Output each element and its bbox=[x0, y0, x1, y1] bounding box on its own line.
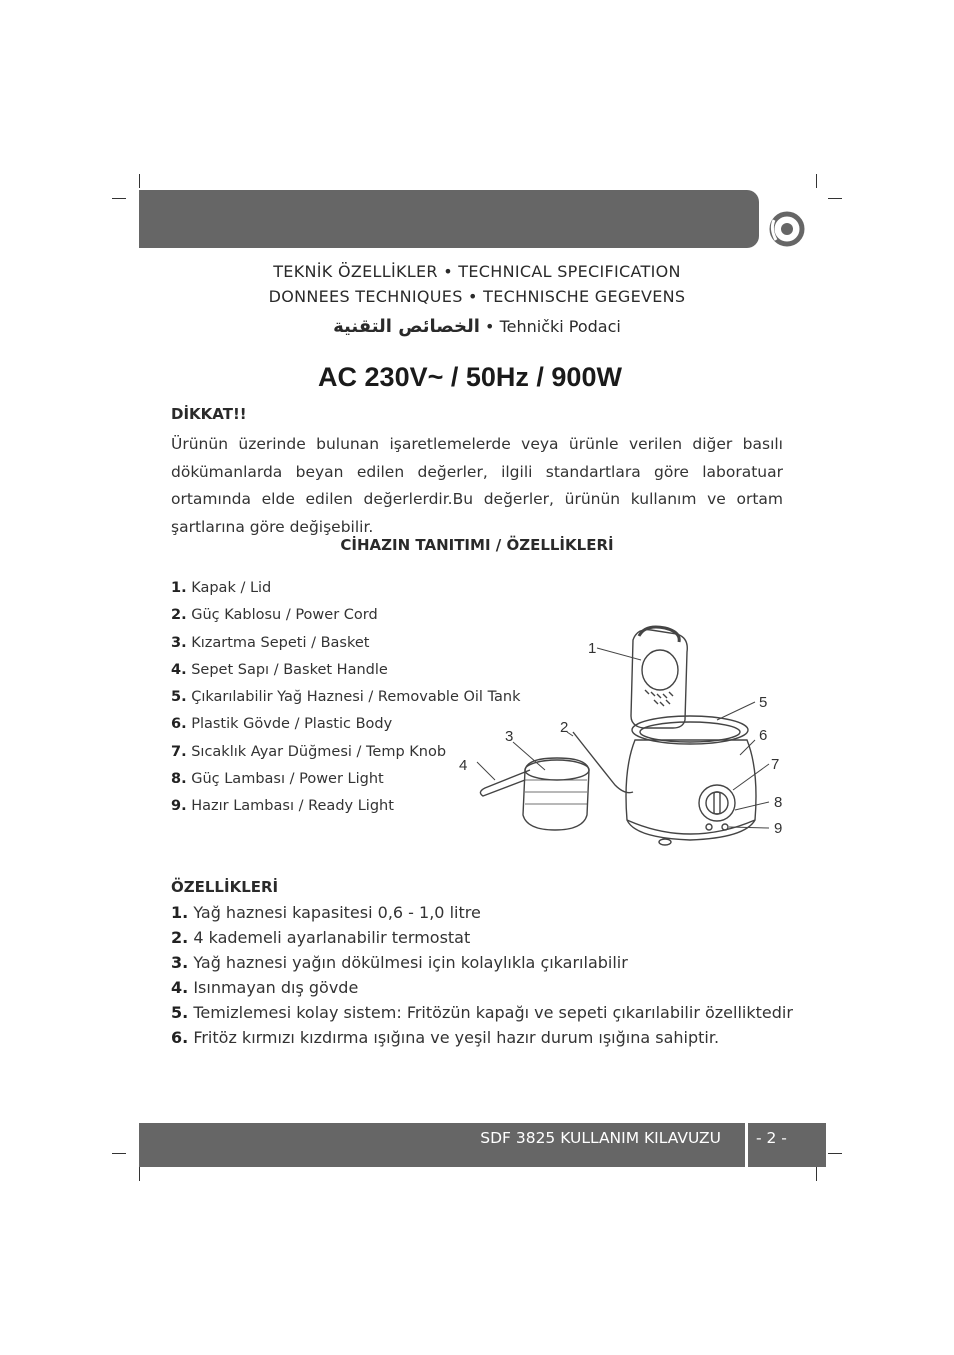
part-number: 1. bbox=[171, 580, 187, 596]
lid-window bbox=[642, 650, 678, 690]
brand-logo-icon bbox=[768, 210, 806, 248]
feature-text: Fritöz kırmızı kızdırma ışığına ve yeşil hazır durum ışığına sahiptir. bbox=[193, 1028, 720, 1047]
part-label: Kızartma Sepeti / Basket bbox=[191, 634, 370, 651]
basket-handle bbox=[480, 770, 530, 796]
callout-5: 5 bbox=[759, 694, 768, 711]
feature-text: Temizlemesi kolay sistem: Fritözün kapağı ve sepeti çıkarılabilir özelliktedir bbox=[193, 1003, 793, 1022]
callout-2: 2 bbox=[560, 719, 569, 736]
feature-number: 2. bbox=[171, 928, 189, 947]
fryer-diagram bbox=[455, 620, 795, 860]
part-label: Güç Lambası / Power Light bbox=[191, 771, 384, 788]
spec-heading-line-2: DONNEES TECHNIQUES • TECHNISCHE GEGEVENS bbox=[268, 287, 686, 306]
part-number: 4. bbox=[171, 661, 187, 678]
part-number: 2. bbox=[171, 607, 187, 624]
feature-number: 5. bbox=[171, 1003, 189, 1022]
crop-mark bbox=[112, 1153, 126, 1154]
feature-number: 3. bbox=[171, 953, 189, 972]
callout-9: 9 bbox=[774, 820, 783, 837]
part-label: Sepet Sapı / Basket Handle bbox=[191, 661, 388, 678]
parts-section-title: CİHAZIN TANITIMI / ÖZELLİKLERİ bbox=[340, 536, 614, 554]
part-number: 6. bbox=[171, 716, 187, 733]
part-number: 7. bbox=[171, 743, 187, 760]
features-title: ÖZELLİKLERİ bbox=[171, 878, 279, 896]
arabic-heading: الخصائص التقنية bbox=[333, 316, 480, 337]
feature-text: Isınmayan dış gövde bbox=[193, 978, 359, 997]
crop-mark bbox=[816, 1167, 817, 1181]
part-label: Çıkarılabilir Yağ Haznesi / Removable Oil Tank bbox=[191, 689, 521, 706]
list-item bbox=[171, 978, 793, 1003]
page-number-box bbox=[748, 1123, 826, 1167]
power-rating: AC 230V~ / 50Hz / 900W bbox=[318, 362, 622, 392]
list-item bbox=[171, 903, 793, 928]
callout-7: 7 bbox=[771, 756, 780, 773]
list-item bbox=[171, 580, 521, 607]
fryer-lid bbox=[631, 630, 687, 728]
footer-bar bbox=[139, 1123, 745, 1167]
features-list bbox=[171, 903, 793, 1053]
list-item bbox=[171, 1028, 793, 1053]
feature-text: Yağ haznesi kapasitesi 0,6 - 1,0 litre bbox=[193, 903, 481, 922]
spec-heading-line-3 bbox=[0, 316, 954, 337]
part-label: Sıcaklık Ayar Düğmesi / Temp Knob bbox=[191, 743, 447, 760]
fryer-body bbox=[626, 740, 756, 840]
spec-heading-line-1: TEKNİK ÖZELLİKLER • TECHNICAL SPECIFICATION bbox=[273, 262, 681, 281]
footer-title: SDF 3825 KULLANIM KILAVUZU bbox=[480, 1129, 721, 1147]
part-label: Kapak / Lid bbox=[191, 580, 272, 596]
spec-heading-tail: • Tehnički Podaci bbox=[479, 317, 621, 336]
callout-6: 6 bbox=[759, 727, 768, 744]
feature-number: 6. bbox=[171, 1028, 189, 1047]
list-item bbox=[171, 953, 793, 978]
feature-text: 4 kademeli ayarlanabilir termostat bbox=[193, 928, 471, 947]
page-number: - 2 - bbox=[756, 1129, 787, 1147]
header-bar bbox=[139, 190, 759, 248]
part-label: Plastik Gövde / Plastic Body bbox=[191, 716, 393, 733]
part-number: 9. bbox=[171, 798, 187, 815]
crop-mark bbox=[828, 1153, 842, 1154]
feature-text: Yağ haznesi yağın dökülmesi için kolaylıkla çıkarılabilir bbox=[193, 953, 628, 972]
warning-title: DİKKAT!! bbox=[171, 405, 247, 423]
temp-knob bbox=[699, 785, 735, 821]
part-number: 5. bbox=[171, 689, 187, 706]
crop-mark bbox=[139, 1167, 140, 1181]
crop-mark bbox=[816, 174, 817, 188]
part-label: Hazır Lambası / Ready Light bbox=[191, 798, 394, 815]
callout-1: 1 bbox=[588, 640, 597, 657]
crop-mark bbox=[139, 174, 140, 188]
callout-4: 4 bbox=[459, 757, 468, 774]
list-item bbox=[171, 928, 793, 953]
warning-text: Ürünün üzerinde bulunan işaretlemelerde veya ürünle verilen diğer basılı dökümanlarda beyan edilen değerler, ilgili standartlara göre laboratuar ortamında elde edilen değerlerdir.Bu değerler, ürünün kullanım ve ortam şartlarına göre değişebilir. bbox=[171, 435, 783, 536]
callout-8: 8 bbox=[774, 794, 783, 811]
list-item bbox=[171, 1003, 793, 1028]
part-number: 3. bbox=[171, 634, 187, 651]
crop-mark bbox=[828, 198, 842, 199]
basket bbox=[523, 758, 589, 830]
crop-mark bbox=[112, 198, 126, 199]
part-label: Güç Kablosu / Power Cord bbox=[191, 607, 378, 624]
part-number: 8. bbox=[171, 771, 187, 788]
feature-number: 4. bbox=[171, 978, 189, 997]
callout-3: 3 bbox=[505, 728, 514, 745]
feature-number: 1. bbox=[171, 903, 189, 922]
